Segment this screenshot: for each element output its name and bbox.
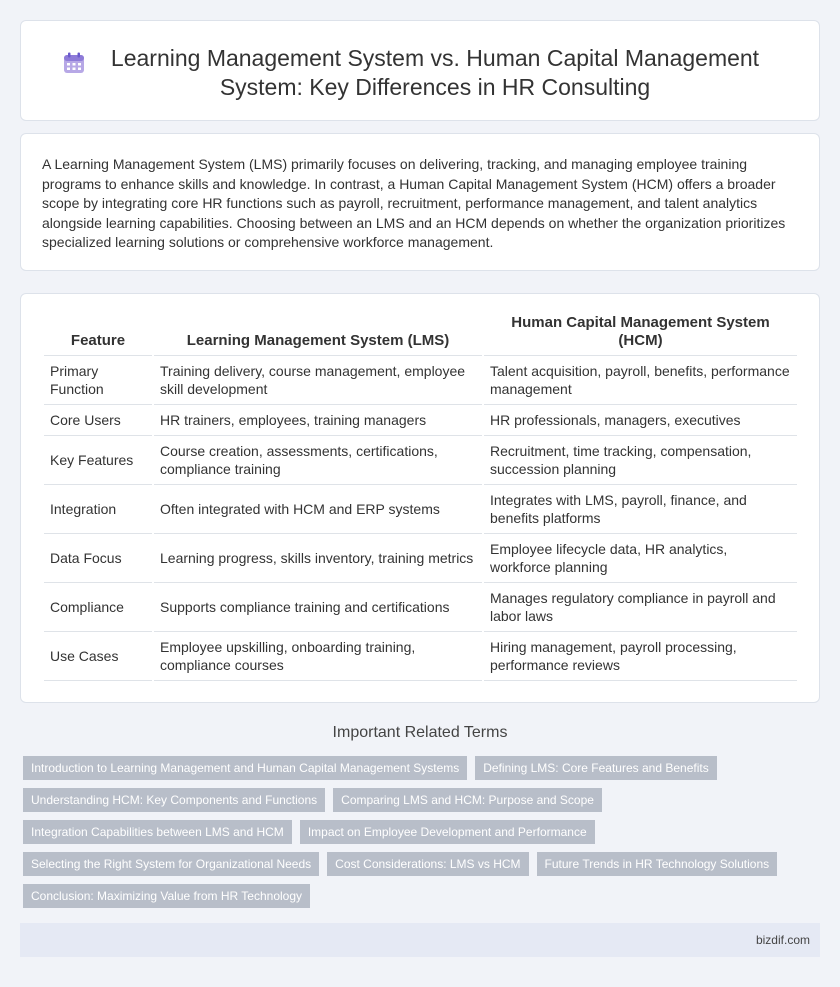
related-term-link[interactable]: Integration Capabilities between LMS and HCM [23,820,292,844]
table-row [44,632,797,681]
comparison-table [42,310,799,681]
feature-cell: Integration [44,485,152,534]
feature-cell: Compliance [44,583,152,632]
header-lms: Learning Management System (LMS) [154,310,482,356]
table-header-row [44,310,797,356]
lms-cell: Learning progress, skills inventory, training metrics [154,534,482,583]
footer-brand[interactable]: bizdif.com [755,933,810,947]
related-term-link[interactable]: Conclusion: Maximizing Value from HR Technology [23,884,310,908]
table-row [44,405,797,436]
hcm-cell: Employee lifecycle data, HR analytics, workforce planning [484,534,797,583]
related-terms-heading: Important Related Terms [332,724,508,741]
table-row [44,485,797,534]
comparison-table-card [20,293,820,703]
table-row [44,356,797,405]
lms-cell: Supports compliance training and certifications [154,583,482,632]
header-feature: Feature [44,310,152,356]
footer [20,923,820,957]
feature-cell: Key Features [44,436,152,485]
related-term-link[interactable]: Selecting the Right System for Organizational Needs [23,852,319,876]
related-term-link[interactable]: Impact on Employee Development and Performance [300,820,595,844]
hcm-cell: Recruitment, time tracking, compensation, succession planning [484,436,797,485]
lms-cell: Often integrated with HCM and ERP systems [154,485,482,534]
title-wrap [21,44,819,102]
feature-cell: Primary Function [44,356,152,405]
related-terms-list [23,756,803,908]
intro-paragraph: A Learning Management System (LMS) primarily focuses on delivering, tracking, and managing employee training programs to enhance skills and knowledge. In contrast, a Human Capital Management System (HCM) offers a broader scope by integrating core HR functions such as payroll, recruitment, performance management, and talent analytics alongside learning capabilities. Choosing between an LMS and an HCM depends on whether the organization prioritizes specialized learning solutions or comprehensive workforce management. [42,156,786,251]
feature-cell: Use Cases [44,632,152,681]
lms-cell: HR trainers, employees, training managers [154,405,482,436]
intro-card [20,133,820,271]
lms-cell: Training delivery, course management, employee skill development [154,356,482,405]
related-term-link[interactable]: Comparing LMS and HCM: Purpose and Scope [333,788,602,812]
hcm-cell: Hiring management, payroll processing, performance reviews [484,632,797,681]
calendar-icon [63,52,85,74]
related-term-link[interactable]: Future Trends in HR Technology Solutions [537,852,778,876]
feature-cell: Core Users [44,405,152,436]
related-term-link[interactable]: Cost Considerations: LMS vs HCM [327,852,528,876]
hcm-cell: Talent acquisition, payroll, benefits, performance management [484,356,797,405]
lms-cell: Employee upskilling, onboarding training, compliance courses [154,632,482,681]
table-row [44,583,797,632]
hcm-cell: HR professionals, managers, executives [484,405,797,436]
lms-cell: Course creation, assessments, certifications, compliance training [154,436,482,485]
hcm-cell: Manages regulatory compliance in payroll and labor laws [484,583,797,632]
table-row [44,534,797,583]
header-hcm: Human Capital Management System (HCM) [484,310,797,356]
related-term-link[interactable]: Defining LMS: Core Features and Benefits [475,756,716,780]
page-title: Learning Management System vs. Human Capital Management System: Key Differences in HR Consulting [110,45,760,100]
hcm-cell: Integrates with LMS, payroll, finance, and benefits platforms [484,485,797,534]
table-row [44,436,797,485]
feature-cell: Data Focus [44,534,152,583]
header-card [20,20,820,121]
related-term-link[interactable]: Understanding HCM: Key Components and Functions [23,788,325,812]
related-term-link[interactable]: Introduction to Learning Management and Human Capital Management Systems [23,756,467,780]
